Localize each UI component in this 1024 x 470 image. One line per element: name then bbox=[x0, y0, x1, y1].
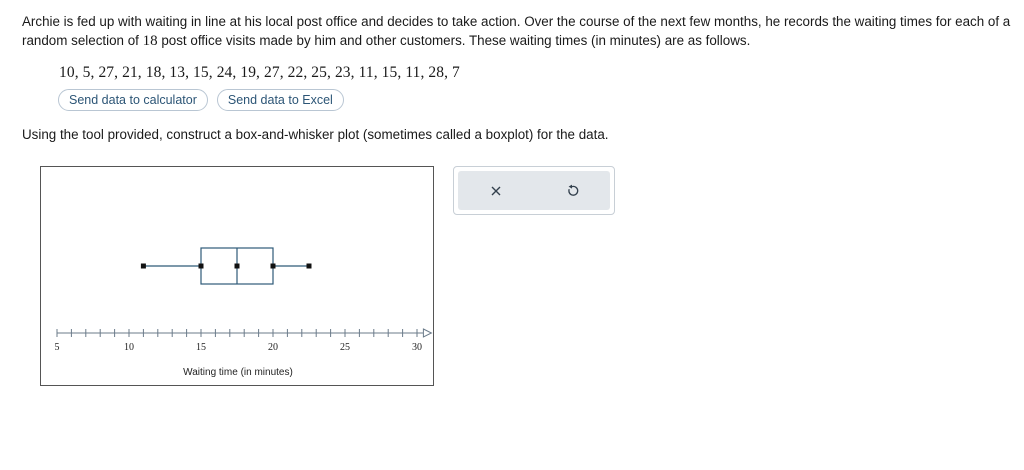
send-to-excel-button[interactable]: Send data to Excel bbox=[217, 89, 344, 111]
min-handle[interactable] bbox=[141, 264, 146, 269]
sample-size: 18 bbox=[142, 33, 158, 49]
max-handle[interactable] bbox=[307, 264, 312, 269]
data-values: 10, 5, 27, 21, 18, 13, 15, 24, 19, 27, 22, 25, 23, 11, 15, 11, 28, 7 bbox=[59, 64, 460, 81]
send-to-calculator-button[interactable]: Send data to calculator bbox=[58, 89, 208, 111]
median-handle[interactable] bbox=[235, 264, 240, 269]
number-line-axis bbox=[55, 329, 432, 353]
boxplot-tool-area[interactable] bbox=[40, 166, 434, 386]
boxplot-chart bbox=[41, 167, 435, 387]
q3-handle[interactable] bbox=[271, 264, 276, 269]
undo-icon bbox=[565, 184, 579, 198]
tool-buttons bbox=[458, 171, 610, 210]
tick-label: 5 bbox=[54, 342, 60, 353]
undo-button[interactable] bbox=[534, 171, 610, 210]
close-icon bbox=[489, 184, 503, 198]
axis-title: Waiting time (in minutes) bbox=[183, 367, 293, 378]
problem-statement bbox=[22, 12, 1022, 51]
tick-label: 10 bbox=[124, 342, 134, 353]
problem-intro-end: post office visits made by him and other customers. These waiting times (in minutes) are as follows. bbox=[161, 33, 751, 48]
tick-label: 25 bbox=[340, 342, 350, 353]
data-buttons bbox=[58, 89, 344, 111]
tick-label: 30 bbox=[412, 342, 422, 353]
tick-label: 20 bbox=[268, 342, 278, 353]
clear-button[interactable] bbox=[458, 171, 534, 210]
problem-intro: Archie is fed up with waiting in line at his local post office and decides to take action. Over the course of the next few months, he records the waiting times for each of a random selection of bbox=[22, 14, 1011, 48]
axis-arrow-icon bbox=[423, 329, 431, 337]
instruction-text: Using the tool provided, construct a box-and-whisker plot (sometimes called a boxplot) for the data. bbox=[22, 127, 609, 142]
box-and-whisker[interactable] bbox=[141, 248, 312, 284]
q1-handle[interactable] bbox=[199, 264, 204, 269]
tick-label: 15 bbox=[196, 342, 206, 353]
tool-panel bbox=[453, 166, 615, 215]
